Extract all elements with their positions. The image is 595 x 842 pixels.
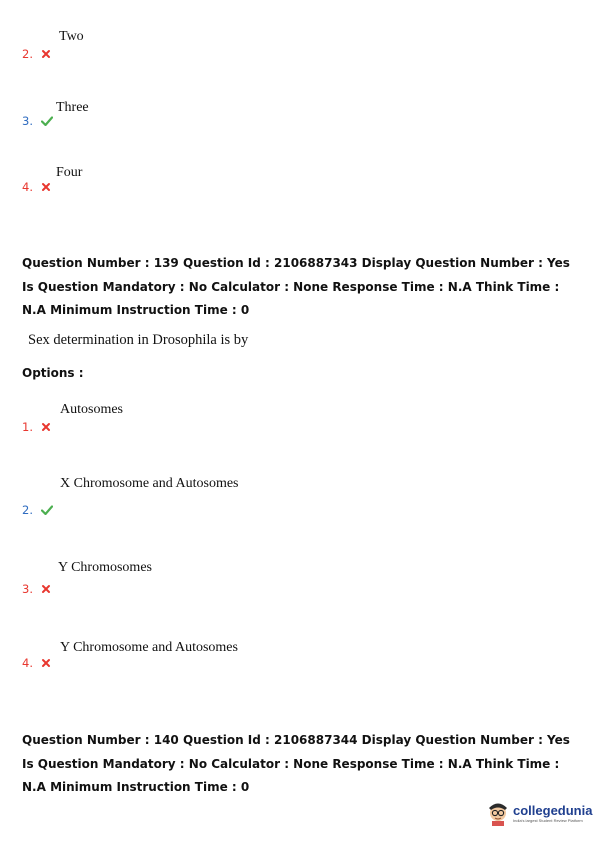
option-number-label: 4. [22, 656, 33, 670]
cross-icon [41, 584, 51, 594]
option-text: Y Chromosomes [58, 560, 152, 575]
option-text: Y Chromosome and Autosomes [60, 640, 238, 655]
option-number-label: 1. [22, 420, 33, 434]
check-icon [41, 116, 53, 126]
option-number [22, 43, 51, 62]
option-number [22, 416, 51, 435]
option-number-label: 3. [22, 114, 33, 128]
cross-icon [41, 182, 51, 192]
cross-icon [41, 49, 51, 59]
collegedunia-logo [486, 800, 592, 826]
logo-tagline: India's largest Student Review Platform [513, 818, 583, 823]
question-metadata: Question Number : 139 Question Id : 2106887343 Display Question Number : Yes Is Question Mandatory : No Calculator : None Response Time : N.A Think Time : N.A Minimum Instruction Time : 0 [22, 256, 570, 317]
option-text: Four [56, 165, 83, 180]
option-number-label: 4. [22, 180, 33, 194]
option-text: Three [56, 100, 89, 115]
option-number-label: 2. [22, 503, 33, 517]
option-text: Two [59, 29, 84, 44]
options-label: Options : [22, 366, 84, 380]
logo-wordmark: collegedunia [513, 803, 593, 818]
option-number-label: 2. [22, 47, 33, 61]
option-number [22, 652, 51, 671]
option-number [22, 176, 51, 195]
option-text: Autosomes [60, 402, 123, 417]
option-number [22, 110, 53, 129]
cross-icon [41, 422, 51, 432]
option-text: X Chromosome and Autosomes [60, 476, 239, 491]
option-number-label: 3. [22, 582, 33, 596]
question-metadata: Question Number : 140 Question Id : 2106887344 Display Question Number : Yes Is Question Mandatory : No Calculator : None Response Time : N.A Think Time : N.A Minimum Instruction Time : 0 [22, 733, 570, 794]
mascot-icon [486, 800, 510, 826]
option-number [22, 578, 51, 597]
option-number [22, 499, 53, 518]
check-icon [41, 505, 53, 515]
cross-icon [41, 658, 51, 668]
question-text: Sex determination in Drosophila is by [28, 332, 249, 348]
